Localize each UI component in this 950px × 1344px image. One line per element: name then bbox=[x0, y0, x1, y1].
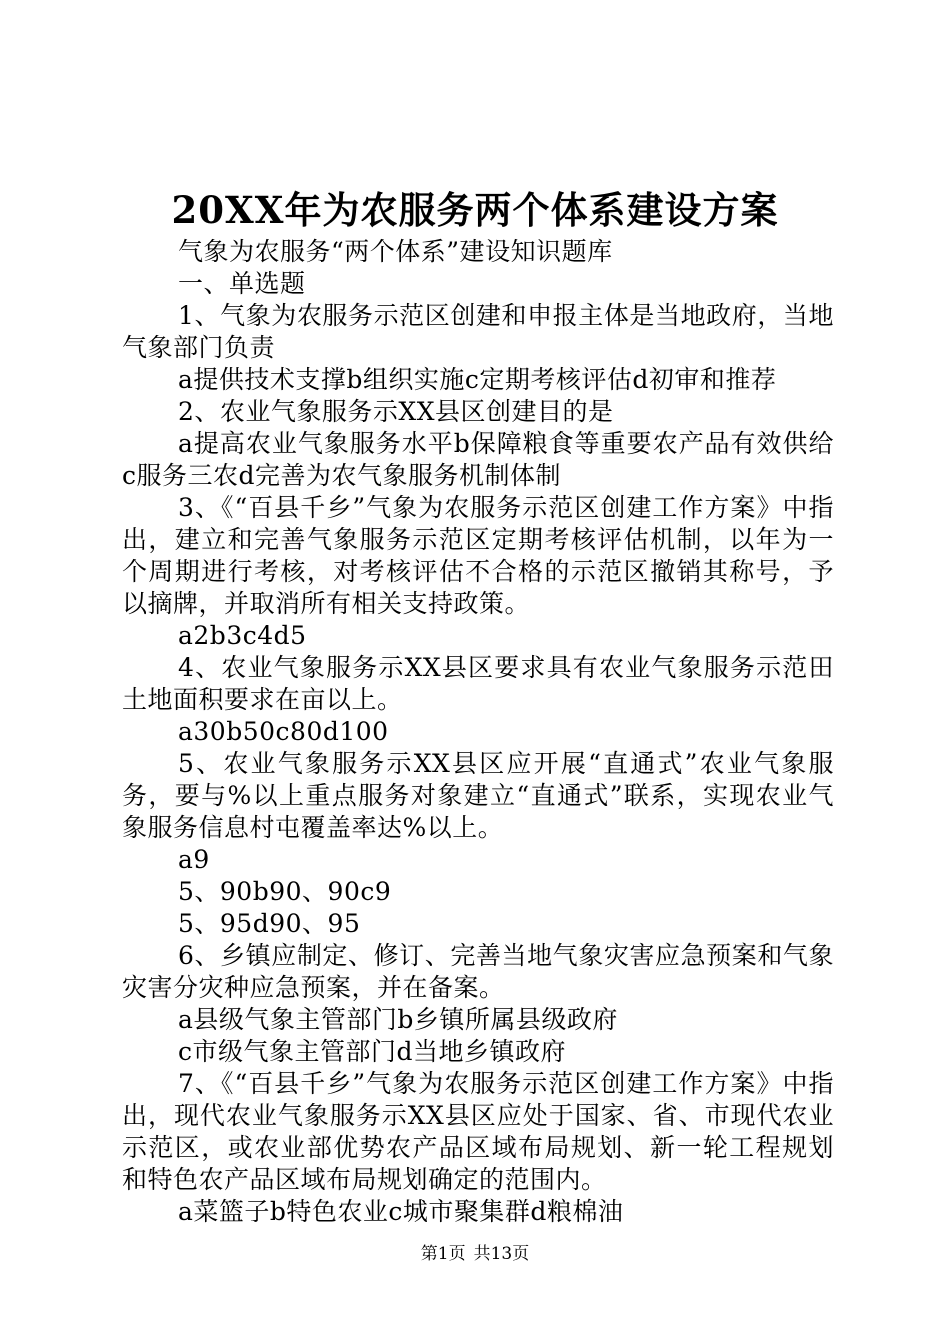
paragraph-subtitle: 气象为农服务“两个体系”建设知识题库 bbox=[178, 237, 613, 266]
paragraph-question-5: 5、农业气象服务示XX县区应开展“直通式”农业气象服务，要与%以上重点服务对象建立“直通式”联系，实现农业气象服务信息村屯覆盖率达%以上。 bbox=[122, 749, 834, 842]
paragraph-question-3: 3、《“百县千乡”气象为农服务示范区创建工作方案》中指出，建立和完善气象服务示范区定期考核评估机制，以年为一个周期进行考核，对考核评估不合格的示范区撤销其称号，予以摘牌，并取消所有相关支持政策。 bbox=[122, 493, 834, 618]
paragraph-question-6: 6、乡镇应制定、修订、完善当地气象灾害应急预案和气象灾害分灾种应急预案，并在备案。 bbox=[122, 941, 834, 1002]
paragraph-options-2: a提高农业气象服务水平b保障粮食等重要农产品有效供给c服务三农d完善为农气象服务机制体制 bbox=[122, 429, 834, 490]
paragraph-options-1: a提供技术支撑b组织实施c定期考核评估d初审和推荐 bbox=[178, 365, 777, 394]
paragraph-options-3: a2b3c4d5 bbox=[178, 621, 307, 650]
paragraph-question-7: 7、《“百县千乡”气象为农服务示范区创建工作方案》中指出，现代农业气象服务示XX县区应处于国家、省、市现代农业示范区，或农业部优势农产品区域布局规划、新一轮工程规划和特色农产品区域布局规划确定的范围内。 bbox=[122, 1069, 834, 1194]
document-title: 20XX年为农服务两个体系建设方案 bbox=[171, 188, 779, 232]
page-footer bbox=[0, 1242, 950, 1266]
page-total: 共13页 bbox=[473, 1244, 530, 1264]
paragraph-question-1: 1、气象为农服务示范区创建和申报主体是当地政府，当地气象部门负责 bbox=[122, 301, 834, 362]
paragraph-question-4: 4、农业气象服务示XX县区要求具有农业气象服务示范田土地面积要求在亩以上。 bbox=[122, 653, 834, 714]
paragraph-options-5c: 5、95d90、95 bbox=[178, 909, 361, 938]
paragraph-options-6b: c市级气象主管部门d当地乡镇政府 bbox=[178, 1037, 567, 1066]
paragraph-section-heading: 一、单选题 bbox=[178, 269, 306, 298]
paragraph-options-7: a菜篮子b特色农业c城市聚集群d粮棉油 bbox=[178, 1197, 624, 1226]
paragraph-options-6a: a县级气象主管部门b乡镇所属县级政府 bbox=[178, 1005, 618, 1034]
paragraph-question-2: 2、农业气象服务示XX县区创建目的是 bbox=[178, 397, 614, 426]
page-number: 第1页 bbox=[420, 1244, 466, 1264]
paragraph-options-5a: a9 bbox=[178, 845, 210, 874]
paragraph-options-5b: 5、90b90、90c9 bbox=[178, 877, 392, 906]
paragraph-options-4: a30b50c80d100 bbox=[178, 717, 389, 746]
document-body bbox=[122, 236, 834, 1228]
